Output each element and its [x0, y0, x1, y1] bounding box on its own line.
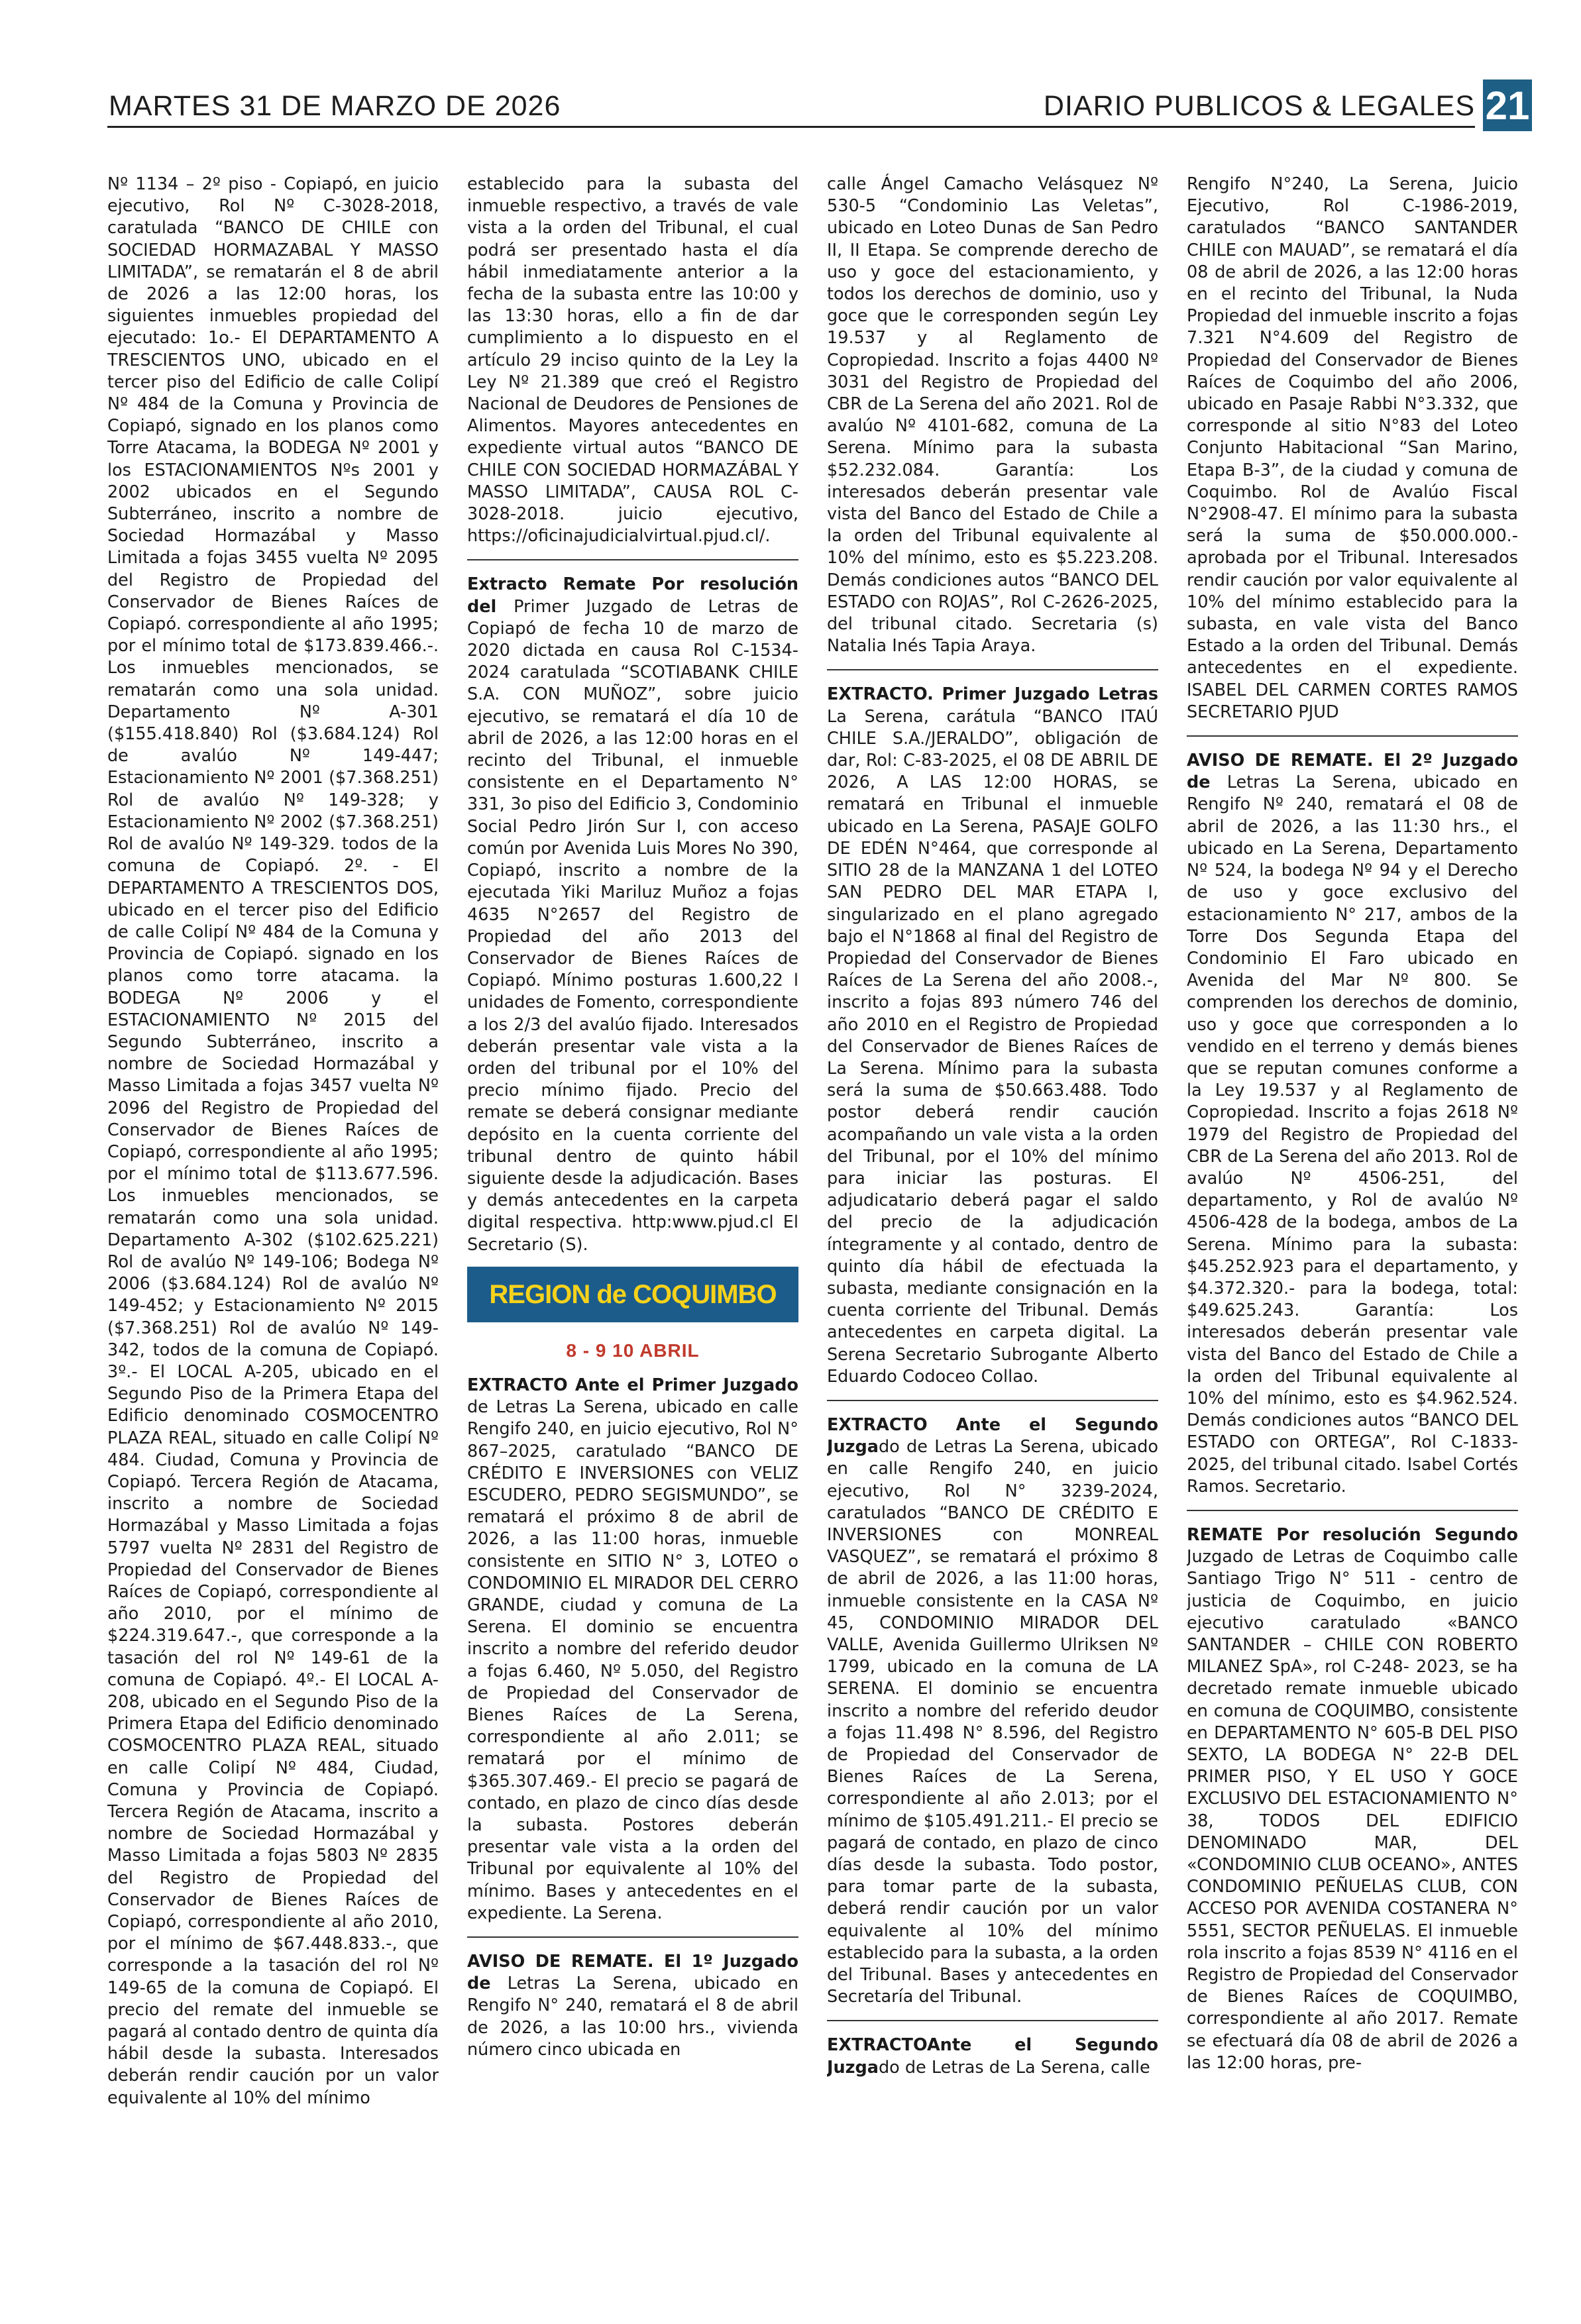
notice-body: de Letras La Serena, ubicado en calle Rengifo 240, en juicio ejecutivo, Rol N° 867–2025, caratulado “BANCO DE CRÉDITO E INVERSIONES con VELIZ ESCUDERO, PEDRO SEGISMUNDO”, se rematará el próximo 8 de abril de 2026, a las 11:00 horas, inmueble consistente en SITIO N° 3, LOTEO o CONDOMINIO EL MIRADOR DEL CERRO GRANDE, ciudad y comuna de La Serena. El dominio se encuentra inscrito a nombre del referido deudor a fojas 6.460, Nº 5.050, del Registro de Propiedad del Conservador de Bienes Raíces de La Serena, correspondiente al año 2.011; se rematará por el mínimo de $365.307.469.- El precio se pagará de contado, en plazo de cinco días desde la subasta. Postores deberán presentar vale vista a la orden del Tribunal por equivalente al 10% del mínimo. Bases y antecedentes en el expediente. La Serena.	[467, 1397, 798, 1923]
notice-divider	[827, 669, 1158, 670]
notice-aviso-remate-2-juzgado	[1187, 750, 1518, 1498]
notice-divider	[467, 1936, 798, 1938]
issue-date: MARTES 31 DE MARZO DE 2026	[109, 90, 561, 122]
notice-body: do de Letras de La Serena, calle	[878, 2057, 1150, 2078]
column-1	[107, 174, 439, 2313]
notice-body: La Serena, carátula “BANCO ITAÚ CHILE S.A./JERALDO”, obligación de dar, Rol: C-83-2025, el 08 DE ABRIL DE 2026, A LAS 12:00 HORAS, se rematará en Tribunal el inmueble ubicado en La Serena, PASAJE GOLFO DE EDÉN N°464, que corresponde al SITIO 28 de la MANZANA 1 del LOTEO SAN PEDRO DEL MAR ETAPA I, singularizado en el plano agregado bajo el N°1868 al final del Registro de Propiedad del Conservador de Bienes Raíces de La Serena del año 2008.-, inscrito a fojas 893 número 746 del año 2010 en el Registro de Propiedad del Conservador de Bienes Raíces de La Serena. Mínimo para la subasta será la suma de $50.663.488. Todo postor deberá rendir caución acompañando un vale vista a la orden del Tribunal, por el 10% del mínimo para iniciar las posturas. El adjudicatario deberá pagar el saldo del precio de la adjudicación íntegramente y al contado, dentro de quinto día hábil de efectuada la subasta, mediante consignación en la cuenta corriente del Tribunal. Demás antecedentes en carpeta digital. La Serena Secretario Subrogante Alberto Eduardo Codoceo Collao.	[827, 706, 1158, 1387]
notice-divider	[1187, 735, 1518, 737]
page-header	[107, 83, 1532, 130]
notice-heading: AVISO DE REMATE. El 2º Juzgado de	[1187, 751, 1518, 793]
notice-scotiabank-munoz	[467, 574, 798, 1255]
notice-santander-mauad: Rengifo N°240, La Serena, Juicio Ejecutivo, Rol C-1986-2019, caratulados “BANCO SANTANDER CHILE con MAUAD”, se rematará el día 08 de abril de 2026, a las 12:00 horas en el recinto del Tribunal, la Nuda Propiedad del inmueble inscrito a fojas 7.321 N°4.609 del Registro de Propiedad del Conservador de Bienes Raíces de Coquimbo del año 2006, ubicado en Pasaje Rabbi N°3.332, que corresponde al sitio N°83 del Loteo Conjunto Habitacional “San Marino, Etapa B-3”, de la ciudad y comuna de Coquimbo. Rol de Avalúo Fiscal N°2908-47. El mínimo para la subasta será la suma de $50.000.000.- aprobada por el Tribunal. Interesados rendir caución por valor equivalente al 10% del mínimo establecido para la subasta, en vale vista del Banco Estado a la orden del Tribunal. Demás antecedentes en el expediente. ISABEL DEL CARMEN CORTES RAMOS SECRETARIO PJUD	[1187, 174, 1518, 722]
publication-dates: 8 - 9 10 ABRIL	[566, 1340, 700, 1361]
notice-bci-monreal	[827, 1414, 1158, 2008]
notice-heading: AVISO DE REMATE. El 1º Juzgado de	[467, 1952, 798, 1994]
region-banner: REGION de COQUIMBO	[467, 1267, 798, 1322]
column-4	[1187, 174, 1518, 2313]
publication-name: DIARIO PUBLICOS & LEGALES	[1043, 90, 1475, 122]
notice-heading: EXTRACTOAnte el Segundo Juzga	[827, 2035, 1158, 2078]
notice-divider	[827, 2020, 1158, 2021]
notice-aviso-remate-1-juzgado	[467, 1951, 798, 2061]
notice-bci-veliz	[467, 1375, 798, 1925]
notice-body: Letras La Serena, ubicado en Rengifo Nº 240, rematará el 08 de abril de 2026, a las 11:30 hrs., el ubicado en La Serena, Departamento Nº 524, la bodega Nº 94 y el Derecho de uso y goce exclusivo del estacionamiento N° 217, ambos de la Torre Dos Segunda Etapa del Condominio El Faro ubicado en Avenida del Mar Nº 800. Se comprenden los derechos de dominio, uso y goce que corresponden a lo vendido en el terreno y demás bienes que se reputan comunes conforme a la Ley 19.537 y al Reglamento de Copropiedad. Inscrito a fojas 2618 Nº 1979 del Registro de Propiedad del CBR de La Serena del año 2013. Rol de avalúo Nº 4506-251, del departamento, y Rol de avalúo Nº 4506-428 de la bodega, ambos de La Serena. Mínimo para la subasta: $45.252.923 para el departamento, y $4.372.320.- para la bodega, total: $49.625.243. Garantía: Los interesados deberán presentar vale vista del Banco del Estado de Chile a la orden del Tribunal equivalente al 10% del mínimo, esto es $4.962.524. Demás condiciones autos “BANCO DEL ESTADO con ORTEGA”, Rol C-1833-2025, del tribunal citado. Isabel Cortés Ramos. Secretario.	[1187, 772, 1518, 1497]
notice-banco-estado-rojas: calle Ángel Camacho Velásquez Nº 530-5 “Condominio Las Veletas”, ubicado en Loteo Dunas de San Pedro II, II Etapa. Se comprende derecho de uso y goce del estacionamiento, y todos los derechos de dominio, uso y goce que le corresponden según Ley 19.537 y al Reglamento de Copropiedad. Inscrito a fojas 4400 Nº 3031 del Registro de Propiedad del CBR de La Serena del año 2021. Rol de avalúo Nº 4101-682, comuna de La Serena. Mínimo para la subasta $52.232.084. Garantía: Los interesados deberán presentar vale vista del Banco del Estado de Chile a la orden del Tribunal equivalente al 10% del mínimo, esto es $5.223.208. Demás condiciones autos “BANCO DEL ESTADO con ROJAS”, Rol C-2626-2025, del tribunal citado. Secretaria (s) Natalia Inés Tapia Araya.	[827, 174, 1158, 657]
notice-heading: EXTRACTO. Primer Juzgado Letras	[827, 684, 1158, 705]
column-3	[827, 174, 1158, 2313]
notice-body: do de Letras La Serena, ubicado en calle Rengifo 240, en juicio ejecutivo, Rol N° 3239-2024, caratulados “BANCO DE CRÉDITO E INVERSIONES con MONREAL VASQUEZ”, se rematará el próximo 8 de abril de 2026, a las 11:00 horas, inmueble consistente en la CASA Nº 45, CONDOMINIO MIRADOR DEL VALLE, Avenida Guillermo Ulriksen Nº 1799, ubicado en la comuna de LA SERENA. El dominio se encuentra inscrito a nombre del referido deudor a fojas 11.498 N° 8.596, del Registro de Propiedad del Conservador de Bienes Raíces de La Serena, correspondiente al año 2.013; por el mínimo de $105.491.211.- El precio se pagará de contado, en plazo de cinco días desde la subasta. Todo postor, para tomar parte de la subasta, deberá rendir caución por un valor equivalente al 10% del mínimo establecido para la subasta, a la orden del Tribunal. Bases y antecedentes en Secretaría del Tribunal.	[827, 1437, 1158, 2007]
notice-body: Letras La Serena, ubicado en Rengifo N° 240, rematará el 8 de abril de 2026, a las 10:00 hrs., vivienda número cinco ubicada en	[467, 1974, 798, 2060]
notice-divider	[827, 1400, 1158, 1401]
notice-banco-chile-hormazabal-cont: establecido para la subasta del inmueble respectivo, a través de vale vista a la orden del Tribunal, el cual podrá ser presentado hasta el día hábil inmediatamente anterior a la fecha de la subasta entre las 10:00 y las 13:30 horas, ello a fin de dar cumplimiento a lo dispuesto en el artículo 29 inciso quinto de la Ley la Ley Nº 21.389 que creó el Registro Nacional de Deudores de Pensiones de Alimentos. Mayores antecedentes en expediente virtual autos “BANCO DE CHILE CON SOCIEDAD HORMAZÁBAL Y MASSO LIMITADA”, CAUSA ROL C-3028-2018. juicio ejecutivo, https://oficinajudicialvirtual.pjud.cl/.	[467, 174, 798, 547]
column-2	[467, 174, 798, 2313]
page-number-badge: 21	[1483, 79, 1532, 131]
notice-heading: EXTRACTO Ante el Segundo Juzga	[827, 1414, 1158, 1457]
notice-heading: REMATE Por resolución Segundo	[1187, 1524, 1518, 1545]
notice-divider	[1187, 1510, 1518, 1511]
notice-banco-chile-hormazabal: Nº 1134 – 2º piso - Copiapó, en juicio ejecutivo, Rol Nº C-3028-2018, caratulada “BANCO DE CHILE con SOCIEDAD HORMAZABAL Y MASSO LIMITADA”, se rematarán el 8 de abril de 2026 a las 12:00 horas, los siguientes inmuebles propiedad del ejecutado: 1o.- El DEPARTAMENTO A TRESCIENTOS UNO, ubicado en el tercer piso del Edificio de calle Colipí Nº 484 de la Comuna y Provincia de Copiapó, signado en los planos como Torre Atacama, la BODEGA Nº 2001 y los ESTACIONAMIENTOS Nºs 2001 y 2002 ubicados en el Segundo Subterráneo, inscrito a nombre de Sociedad Hormazábal y Masso Limitada a fojas 3455 vuelta Nº 2095 del Registro de Propiedad del Conservador de Bienes Raíces de Copiapó. correspondiente al año 1995; por el mínimo total de $173.839.466.-. Los inmuebles mencionados, se rematarán como una sola unidad. Departamento Nº A-301 ($155.418.840) Rol ($3.684.124) Rol de avalúo Nº 149-447; Estacionamiento Nº 2001 ($7.368.251) Rol de avalúo Nº 149-328; y Estacionamiento Nº 2002 ($7.368.251) Rol de avalúo Nº 149-329. todos de la comuna de Copiapó. 2º. - El DEPARTAMENTO A TRESCIENTOS DOS, ubicado en el tercer piso del Edificio de calle Colipí Nº 484 de la Comuna y Provincia de Copiapó. signado en los planos como torre atacama. la BODEGA Nº 2006 y el ESTACIONAMIENTO Nº 2015 del Segundo Subterráneo, inscrito a nombre de Sociedad Hormazábal y Masso Limitada a fojas 3457 vuelta Nº 2096 del Registro de Propiedad del Conservador de Bienes Raíces de Copiapó, correspondiente al año 1995; por el mínimo total de $113.677.596. Los inmuebles mencionados, se rematarán como una sola unidad. Departamento A-302 ($102.625.221) Rol de avalúo Nº 149-106; Bodega Nº 2006 ($3.684.124) Rol de avalúo Nº 149-452; y Estacionamiento Nº 2015 ($7.368.251) Rol de avalúo Nº 149-342, todos de la comuna de Copiapó. 3º.- El LOCAL A-205, ubicado en el Segundo Piso de la Primera Etapa del Edificio denominado COSMOCENTRO PLAZA REAL, situado en calle Colipí Nº 484. Ciudad, Comuna y Provincia de Copiapó. Tercera Región de Atacama, inscrito a nombre de Sociedad Hormazábal y Masso Limitada a fojas 5797 vuelta Nº 2831 del Registro de Propiedad del Conservador de Bienes Raíces de Copiapó, correspondiente al año 2010, por el mínimo de $224.319.647.-, que corresponde a la tasación del rol Nº 149-61 de la comuna de Copiapó. 4º.- El LOCAL A-208, ubicado en el Segundo Piso de la Primera Etapa del Edificio denominado COSMOCENTRO PLAZA REAL, situado en calle Colipí Nº 484, Ciudad, Comuna y Provincia de Copiapó. Tercera Región de Atacama, inscrito a nombre de Sociedad Hormazábal y Masso Limitada a fojas 5803 Nº 2835 del Registro de Propiedad del Conservador de Bienes Raíces de Copiapó, correspondiente al año 2010, por el mínimo de $67.448.833.-, que corresponde a la tasación del rol Nº 149-65 de la comuna de Copiapó. El precio del remate del inmueble se pagará al contado dentro de quinta día hábil desde la subasta. Interesados deberán rendir caución por un valor equivalente al 10% del mínimo	[107, 174, 439, 2108]
notice-itau-jeraldo	[827, 684, 1158, 1388]
notice-heading: EXTRACTO Ante el Primer Juzgado	[467, 1375, 798, 1395]
notice-heading: Extracto Remate Por resolución del	[467, 574, 798, 617]
notice-santander-milanez	[1187, 1524, 1518, 2074]
notice-divider	[467, 559, 798, 560]
notice-segundo-juzgado-mauad	[827, 2034, 1158, 2078]
notice-body: Primer Juzgado de Letras de Copiapó de fecha 10 de marzo de 2020 dictada en causa Rol C-1534-2024 caratulada “SCOTIABANK CHILE S.A. CON MUÑOZ”, sobre juicio ejecutivo, se rematará el día 10 de abril de 2026, a las 12:00 horas en el recinto del Tribunal, el inmueble consistente en el Departamento N° 331, 3o piso del Edificio 3, Condominio Social Pedro Jirón Sur I, con acceso común por Avenida Luis Mores No 390, Copiapó, inscrito a nombre de la ejecutada Yiki Mariluz Muñoz a fojas 4635 N°2657 del Registro de Propiedad del año 2013 del Conservador de Bienes Raíces de Copiapó. Mínimo posturas 1.600,22 l unidades de Fomento, correspondiente a los 2/3 del avalúo fijado. Interesados deberán presentar vale vista a la orden del tribunal por el 10% del precio mínimo fijado. Precio del remate se deberá consignar mediante depósito en la cuenta corriente del tribunal dentro de quinto hábil siguiente desde la adjudicación. Bases y demás antecedentes en la carpeta digital respectiva. http:www.pjud.cl El Secretario (S).	[467, 596, 798, 1255]
header-rule	[107, 126, 1475, 128]
notice-body: Juzgado de Letras de Coquimbo calle Santiago Trigo N° 511 - centro de justicia de Coquimbo, en juicio ejecutivo caratulado «BANCO SANTANDER – CHILE CON ROBERTO MILANEZ SpA», rol C-248- 2023, se ha decretado remate inmueble ubicado en comuna de COQUIMBO, consistente en DEPARTAMENTO N° 605-B DEL PISO SEXTO, LA BODEGA N° 22-B DEL PRIMER PISO, Y EL USO Y GOCE EXCLUSIVO DEL ESTACIONAMIENTO N° 38, TODOS DEL EDIFICIO DENOMINADO MAR, DEL «CONDOMINIO CLUB OCEANO», ANTES CONDOMINIO PEÑUELAS CLUB, CON ACCESO POR AVENIDA COSTANERA N° 5551, SECTOR PEÑUELAS. El inmueble rola inscrito a fojas 8539 N° 4116 en el Registro de Propiedad del Conservador de Bienes Raíces de COQUIMBO, correspondiente al año 2017. Remate se efectuará día 08 de abril de 2026 a las 12:00 horas, pre-	[1187, 1547, 1518, 2073]
